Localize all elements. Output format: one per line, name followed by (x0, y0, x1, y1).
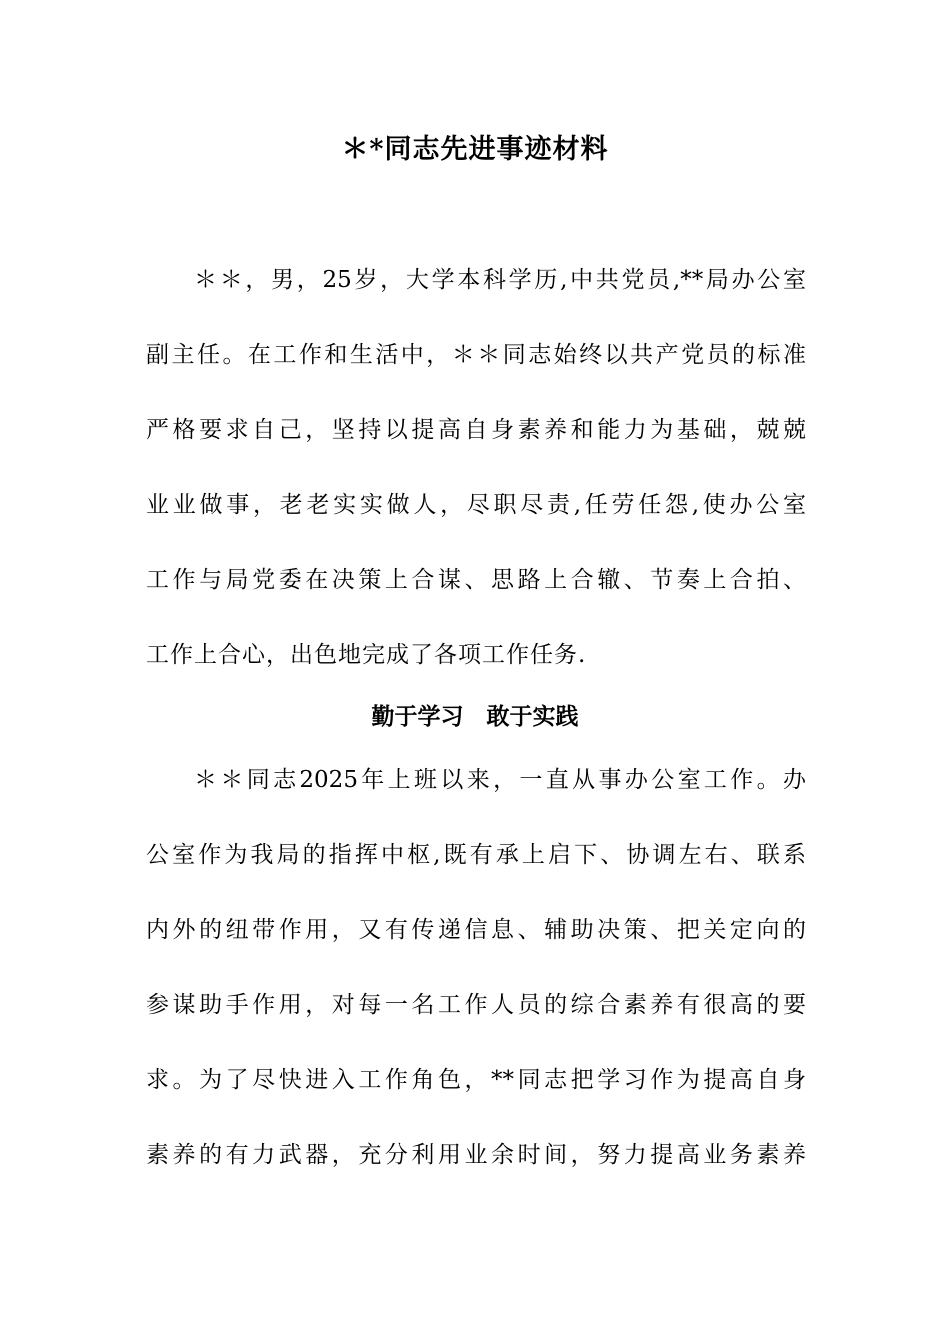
document-title: ＊*同志先进事迹材料 (341, 134, 609, 165)
paragraph-line: ＊＊同志2025年上班以来，一直从事办公室工作。办 (194, 767, 806, 793)
paragraph-line: 求。为了尽快进入工作角色，**同志把学习作为提高自身 (146, 1067, 806, 1093)
paragraph-line: 参谋助手作用，对每一名工作人员的综合素养有很高的要 (146, 992, 806, 1018)
paragraph-line: 业业做事，老老实实做人，尽职尽责,任劳任怨,使办公室 (146, 492, 806, 518)
paragraph-line: 工作上合心，出色地完成了各项工作任务. (146, 642, 587, 668)
paragraph-line: 副主任。在工作和生活中，＊＊同志始终以共产党员的标准 (146, 342, 806, 368)
paragraph-line: 公室作为我局的指挥中枢,既有承上启下、协调左右、联系 (146, 842, 806, 868)
paragraph-line: 内外的纽带作用，又有传递信息、辅助决策、把关定向的 (146, 917, 806, 943)
paragraph-line: ＊＊，男，25岁，大学本科学历,中共党员,**局办公室 (194, 267, 806, 293)
paragraph-line: 严格要求自己，坚持以提高自身素养和能力为基础，兢兢 (146, 417, 806, 443)
section-heading: 勤于学习 敢于实践 (371, 703, 579, 730)
paragraph-line: 素养的有力武器，充分利用业余时间，努力提高业务素养 (146, 1142, 806, 1168)
paragraph-line: 工作与局党委在决策上合谋、思路上合辙、节奏上合拍、 (146, 567, 806, 593)
